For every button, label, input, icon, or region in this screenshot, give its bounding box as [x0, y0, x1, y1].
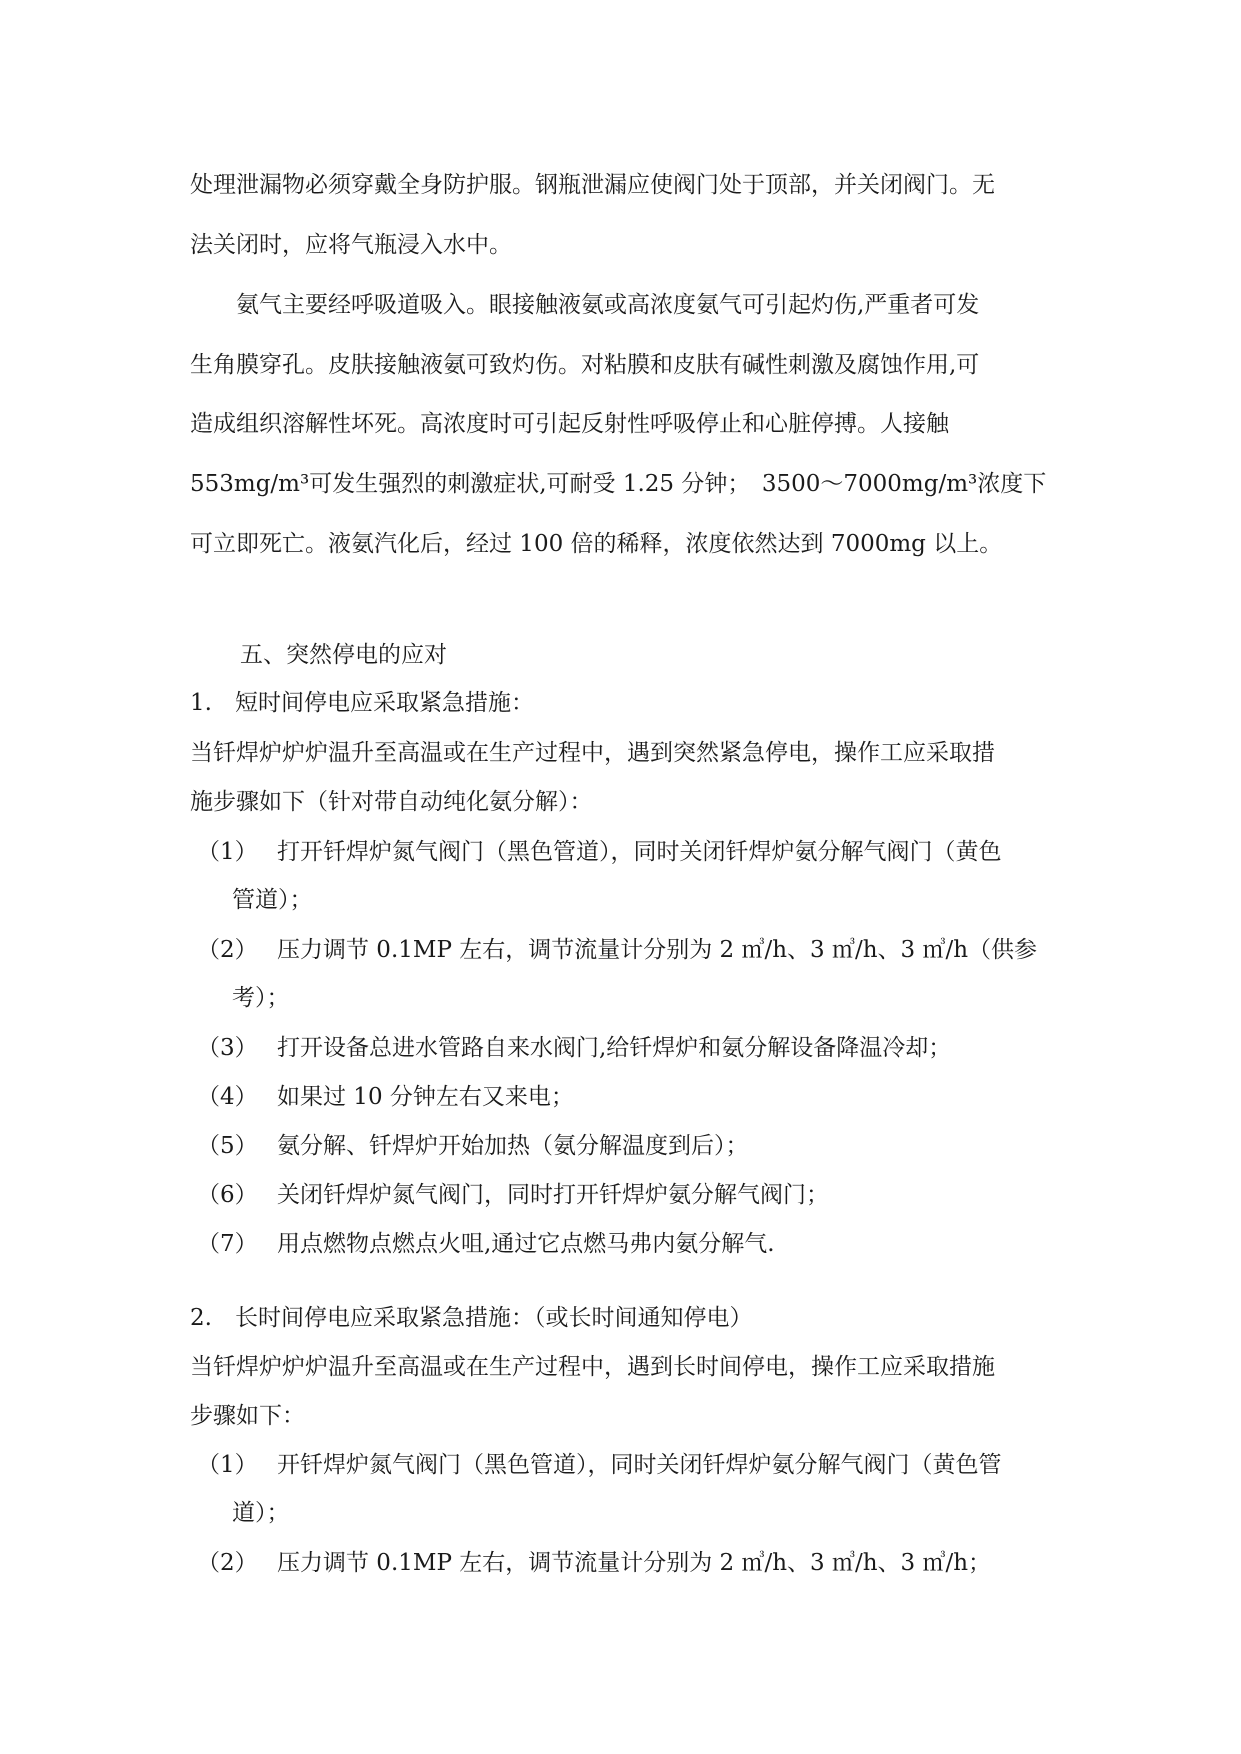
- paragraph-line: 生角膜穿孔。皮肤接触液氨可致灼伤。对粘膜和皮肤有碱性刺激及腐蚀作用,可: [190, 352, 980, 378]
- step-label: （5）: [197, 1133, 258, 1159]
- step-text: 关闭钎焊炉氮气阀门，同时打开钎焊炉氨分解气阀门；: [277, 1182, 829, 1208]
- step-label: （7）: [197, 1231, 258, 1257]
- paragraph-line: 法关闭时，应将气瓶浸入水中。: [190, 232, 512, 258]
- step-text: 打开钎焊炉氮气阀门（黑色管道），同时关闭钎焊炉氨分解气阀门（黄色: [277, 839, 1002, 865]
- step-label: （2）: [197, 937, 258, 963]
- step-label: （4）: [197, 1084, 258, 1110]
- paragraph-line: 处理泄漏物必须穿戴全身防护服。钢瓶泄漏应使阀门处于顶部，并关闭阀门。无: [190, 172, 995, 198]
- step-text: 压力调节 0.1MP 左右，调节流量计分别为 2 ㎥/h、3 ㎥/h、3 ㎥/h；: [277, 1550, 992, 1576]
- paragraph-line: 553mg/m³可发生强烈的刺激症状,可耐受 1.25 分钟； 3500～7000mg/m³浓度下: [190, 471, 1047, 497]
- paragraph-line: 步骤如下：: [190, 1403, 305, 1429]
- subsection-title: 2. 长时间停电应采取紧急措施：（或长时间通知停电）: [190, 1305, 753, 1331]
- paragraph-line: 氨气主要经呼吸道吸入。眼接触液氨或高浓度氨气可引起灼伤,严重者可发: [190, 292, 980, 318]
- step-text-cont: 管道）；: [232, 887, 313, 913]
- paragraph-line: 当钎焊炉炉炉温升至高温或在生产过程中，遇到长时间停电，操作工应采取措施: [190, 1354, 995, 1380]
- step-label: （2）: [197, 1550, 258, 1576]
- section-heading: 五、突然停电的应对: [240, 642, 447, 668]
- step-text-cont: 道）；: [232, 1500, 290, 1526]
- step-label: （6）: [197, 1182, 258, 1208]
- step-text: 开钎焊炉氮气阀门（黑色管道），同时关闭钎焊炉氨分解气阀门（黄色管: [277, 1452, 1002, 1478]
- step-label: （1）: [197, 1452, 258, 1478]
- step-text: 打开设备总进水管路自来水阀门,给钎焊炉和氨分解设备降温冷却；: [277, 1035, 952, 1061]
- paragraph-line: 可立即死亡。液氨汽化后，经过 100 倍的稀释，浓度依然达到 7000mg 以上。: [190, 531, 1003, 557]
- paragraph-line: 造成组织溶解性坏死。高浓度时可引起反射性呼吸停止和心脏停搏。人接触: [190, 411, 949, 437]
- paragraph-line: 施步骤如下（针对带自动纯化氨分解）：: [190, 789, 593, 815]
- step-text: 压力调节 0.1MP 左右，调节流量计分别为 2 ㎥/h、3 ㎥/h、3 ㎥/h（供参: [277, 937, 1038, 963]
- step-text-cont: 考）；: [232, 985, 290, 1011]
- subsection-title: 1. 短时间停电应采取紧急措施：: [190, 690, 534, 716]
- step-text: 如果过 10 分钟左右又来电；: [277, 1084, 574, 1110]
- paragraph-line: 当钎焊炉炉炉温升至高温或在生产过程中，遇到突然紧急停电，操作工应采取措: [190, 740, 995, 766]
- step-label: （3）: [197, 1035, 258, 1061]
- step-text: 氨分解、钎焊炉开始加热（氨分解温度到后）；: [277, 1133, 749, 1159]
- step-label: （1）: [197, 839, 258, 865]
- step-text: 用点燃物点燃点火咀,通过它点燃马弗内氨分解气.: [277, 1231, 775, 1257]
